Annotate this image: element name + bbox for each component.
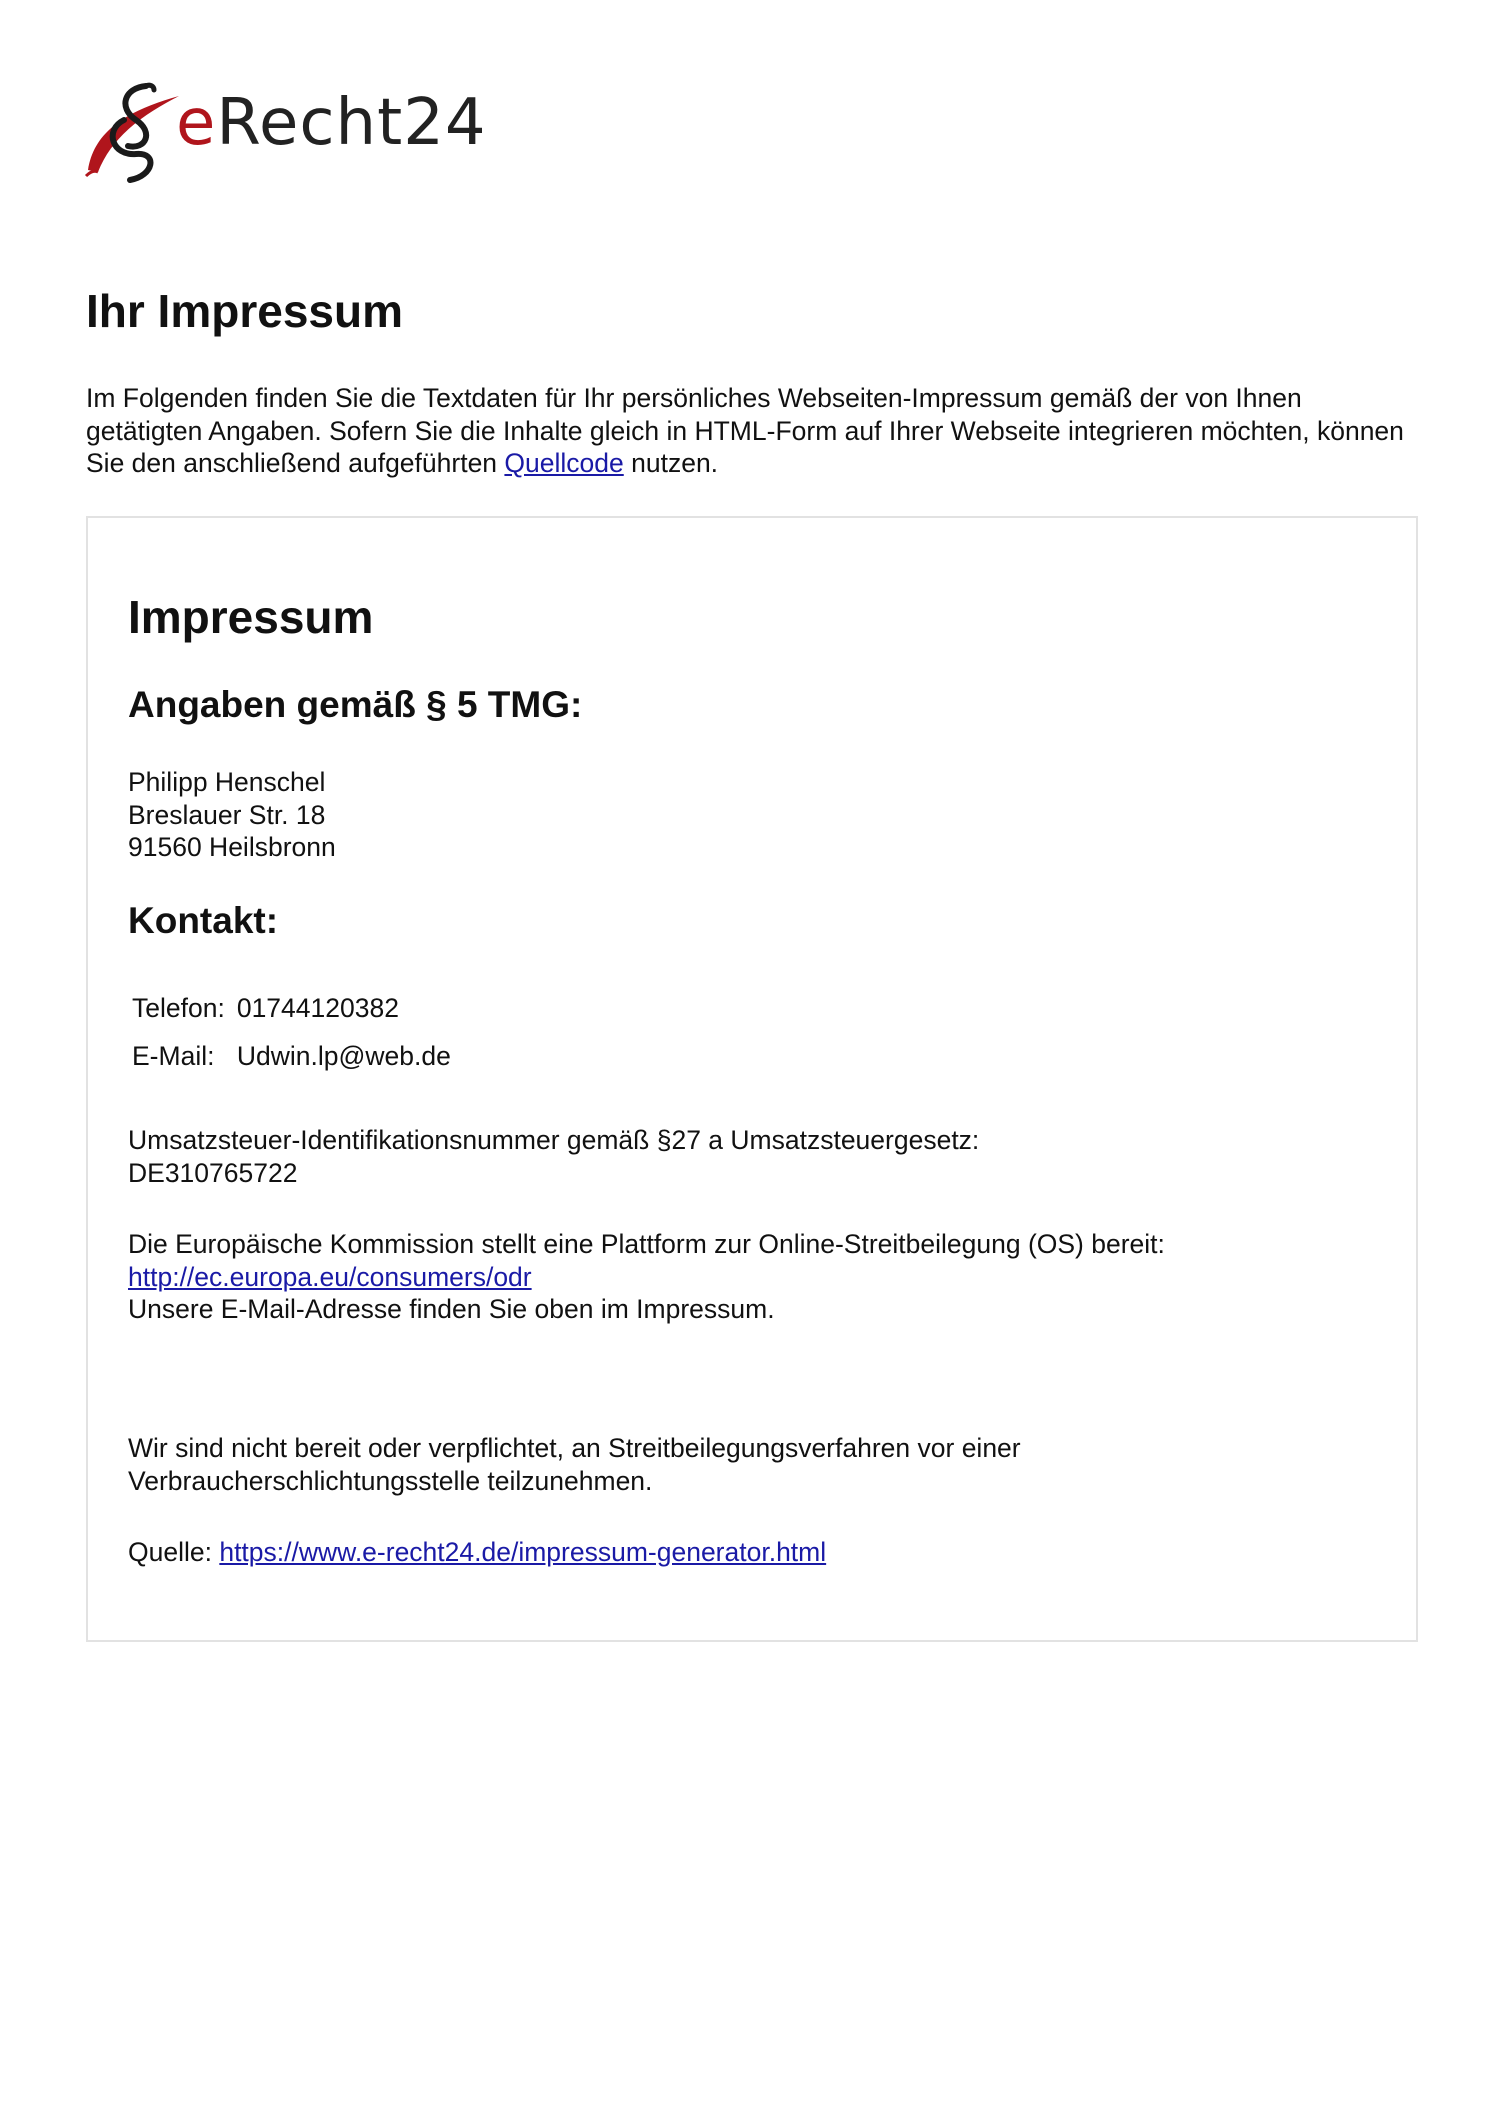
intro-paragraph	[86, 382, 1426, 480]
intro-line-2: getätigten Angaben. Sofern Sie die Inhalte gleich in HTML-Form auf Ihrer Webseite integrieren möchten, können	[86, 415, 1404, 446]
quellcode-link[interactable]: Quellcode	[504, 448, 624, 478]
address-street: Breslauer Str. 18	[128, 799, 326, 830]
address-city: 91560 Heilsbronn	[128, 832, 336, 862]
contact-row-phone	[132, 992, 463, 1040]
section-sign-swirl-icon	[84, 80, 184, 190]
impressum-card	[86, 516, 1418, 1642]
dispute-line-2: Verbraucherschlichtungsstelle teilzunehmen.	[128, 1465, 653, 1496]
page-title: Ihr Impressum	[86, 285, 403, 337]
dispute-line-1: Wir sind nicht bereit oder verpflichtet, an Streitbeilegungsverfahren vor einer	[128, 1433, 1021, 1463]
email-value: Udwin.lp@web.de	[236, 1041, 451, 1071]
tax-id-label: Umsatzsteuer-Identifikationsnummer gemäß §27 a Umsatzsteuergesetz:	[128, 1125, 980, 1155]
impressum-heading: Impressum	[128, 591, 374, 643]
logo-wordmark-rest: Recht24	[216, 86, 487, 160]
intro-line-3-after: nutzen.	[623, 448, 719, 478]
phone-value: 01744120382	[236, 993, 399, 1023]
logo-wordmark	[176, 86, 487, 160]
address-name: Philipp Henschel	[128, 767, 326, 797]
os-platform-link[interactable]: http://ec.europa.eu/consumers/odr	[128, 1261, 532, 1292]
contact-row-email	[132, 1040, 463, 1088]
intro-line-3-before: Sie den anschließend aufgeführten	[86, 448, 505, 478]
os-email-note: Unsere E-Mail-Adresse finden Sie oben im Impressum.	[128, 1294, 775, 1324]
intro-line-1: Im Folgenden finden Sie die Textdaten für Ihr persönliches Webseiten-Impressum gemäß der von Ihnen	[86, 383, 1302, 413]
tax-id-value: DE310765722	[128, 1157, 298, 1188]
dispute-resolution-block	[128, 1432, 1021, 1497]
address-block	[128, 766, 336, 864]
source-label: Quelle:	[128, 1537, 220, 1567]
angaben-heading: Angaben gemäß § 5 TMG:	[128, 684, 583, 725]
tax-id-block	[128, 1124, 979, 1189]
email-label: E-Mail:	[132, 1041, 215, 1071]
os-platform-text: Die Europäische Kommission stellt eine Plattform zur Online-Streitbeilegung (OS) bereit:	[128, 1229, 1165, 1259]
source-link[interactable]: https://www.e-recht24.de/impressum-generator.html	[219, 1537, 827, 1567]
erecht24-logo	[84, 80, 487, 190]
os-platform-block	[128, 1228, 1165, 1326]
logo-wordmark-e: e	[176, 86, 217, 160]
source-block	[128, 1536, 826, 1569]
kontakt-heading: Kontakt:	[128, 900, 279, 941]
contact-table	[132, 992, 463, 1088]
phone-label: Telefon:	[132, 993, 225, 1023]
